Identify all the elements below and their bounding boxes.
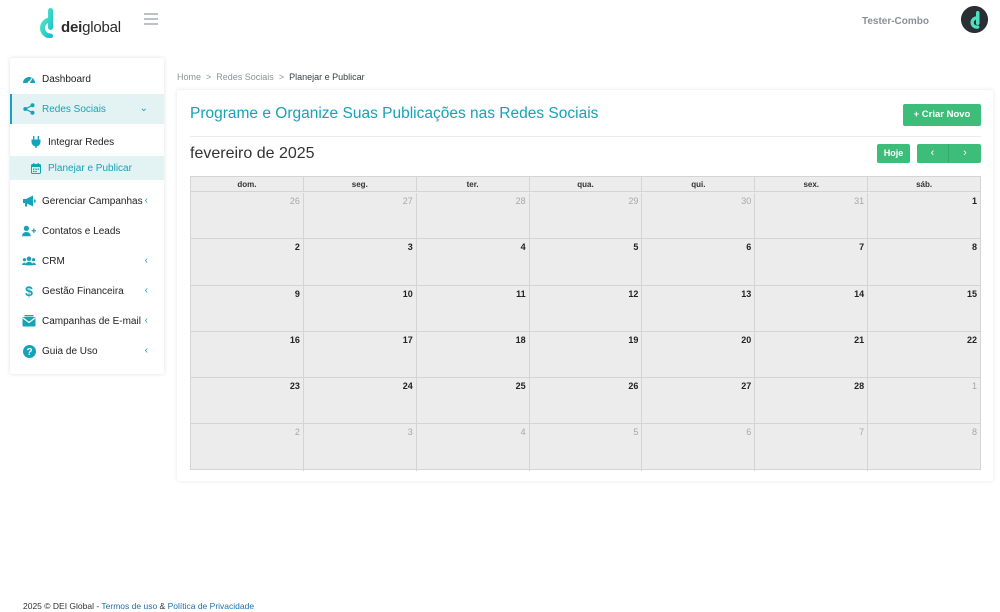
day-number[interactable]: 4 (520, 242, 526, 253)
calendar-day-cell[interactable] (530, 332, 643, 377)
day-number[interactable]: 5 (633, 242, 639, 253)
sidebar-subitem-planejar-publicar[interactable]: Planejar e Publicar (10, 156, 164, 180)
calendar-day-cell[interactable] (530, 378, 643, 423)
day-number[interactable]: 11 (516, 288, 526, 299)
day-number[interactable]: 25 (515, 381, 526, 392)
calendar-day-cell[interactable] (642, 424, 755, 470)
user-name[interactable]: Tester-Combo (861, 16, 929, 27)
day-number[interactable]: 7 (859, 242, 865, 253)
day-number[interactable]: 4 (520, 427, 526, 438)
day-number[interactable]: 16 (289, 334, 300, 345)
calendar-day-cell[interactable] (530, 286, 643, 331)
user-plus-icon (22, 224, 36, 238)
calendar-day-cell[interactable] (191, 332, 304, 377)
sidebar-item-crm[interactable]: CRM ‹ (10, 246, 164, 276)
calendar-day-cell[interactable] (304, 332, 417, 377)
main-card (177, 90, 993, 481)
day-number[interactable]: 22 (967, 334, 978, 345)
avatar[interactable] (961, 6, 988, 33)
chevron-left-icon: ‹ (144, 285, 148, 296)
weekday-header: seg. (304, 177, 417, 191)
calendar-day-cell[interactable] (191, 193, 304, 238)
day-number[interactable]: 29 (628, 196, 639, 206)
logo-text: deiglobal (61, 18, 121, 36)
calendar-day-cell[interactable] (304, 239, 417, 284)
privacy-link[interactable]: Política de Privacidade (167, 601, 255, 611)
breadcrumb-redes-sociais[interactable]: Redes Sociais (216, 72, 274, 82)
day-number[interactable]: 5 (633, 427, 639, 438)
day-number[interactable]: 8 (972, 427, 978, 438)
day-number[interactable]: 24 (402, 381, 413, 392)
calendar-day-cell[interactable] (417, 424, 530, 470)
calendar-day-cell[interactable] (304, 424, 417, 470)
day-number[interactable]: 2 (294, 427, 300, 438)
breadcrumb-separator: > (206, 72, 212, 82)
plug-icon (30, 136, 42, 148)
share-icon (22, 102, 36, 116)
top-bar (0, 0, 1000, 44)
day-number[interactable]: 8 (972, 242, 978, 253)
calendar-day-cell[interactable] (417, 193, 530, 238)
day-number[interactable]: 17 (402, 334, 413, 345)
dashboard-icon (22, 72, 36, 86)
day-number[interactable]: 3 (407, 242, 413, 253)
day-number[interactable]: 12 (628, 288, 639, 299)
calendar-day-cell[interactable] (868, 424, 980, 470)
calendar-day-cell[interactable] (868, 332, 980, 377)
day-number[interactable]: 13 (741, 288, 752, 299)
day-number[interactable]: 1 (972, 381, 978, 392)
users-icon (22, 254, 36, 268)
menu-toggle-icon[interactable] (144, 13, 158, 25)
question-icon (22, 344, 36, 358)
calendar-day-cell[interactable] (417, 378, 530, 423)
calendar-day-cell[interactable] (417, 239, 530, 284)
calendar-day-cell[interactable] (530, 193, 643, 238)
calendar-day-cell[interactable] (642, 239, 755, 284)
terms-link[interactable]: Termos de uso (101, 601, 158, 611)
day-number[interactable]: 31 (854, 196, 865, 206)
day-number[interactable]: 26 (289, 196, 300, 206)
footer-amp: & (159, 601, 166, 611)
sidebar-item-campanhas-email[interactable]: Campanhas de E-mail ‹ (10, 306, 164, 336)
calendar-header (191, 177, 980, 192)
sidebar-item-redes-sociais[interactable]: Redes Sociais ⌄ (10, 94, 164, 124)
sidebar-item-gestao-financeira[interactable]: $ Gestão Financeira ‹ (10, 276, 164, 306)
sidebar-item-dashboard[interactable]: Dashboard (10, 64, 164, 94)
weekday-header: sáb. (916, 180, 933, 189)
footer-copyright: 2025 © DEI Global - (23, 601, 100, 611)
day-number[interactable]: 20 (741, 334, 752, 345)
dollar-icon: $ (25, 283, 33, 299)
logo-mark-icon (34, 8, 58, 38)
page-title: Programe e Organize Suas Publicações nas Redes Sociais (190, 105, 599, 122)
calendar-nav-group (917, 144, 981, 163)
day-number[interactable]: 19 (628, 334, 639, 345)
weekday-header: ter. (417, 177, 530, 191)
sidebar-item-gerenciar-campanhas[interactable]: Gerenciar Campanhas ‹ (10, 186, 164, 216)
calendar-day-cell[interactable] (868, 378, 980, 423)
calendar-day-cell[interactable] (642, 286, 755, 331)
day-number[interactable]: 6 (746, 242, 752, 253)
today-button[interactable]: Hoje (877, 144, 910, 163)
calendar-day-cell[interactable] (755, 378, 868, 423)
day-number[interactable]: 28 (515, 196, 526, 206)
calendar-month-title: fevereiro de 2025 (190, 145, 315, 162)
calendar-day-cell[interactable] (530, 239, 643, 284)
day-number[interactable]: 21 (854, 334, 865, 345)
day-number[interactable]: 3 (407, 427, 413, 438)
day-number[interactable]: 14 (854, 288, 865, 299)
calendar-week-row (191, 286, 980, 332)
sidebar-subitem-integrar-redes[interactable]: Integrar Redes (10, 130, 164, 154)
breadcrumb-current: Planejar e Publicar (289, 72, 365, 82)
calendar-day-cell[interactable] (191, 239, 304, 284)
calendar-day-cell[interactable] (755, 193, 868, 238)
calendar-day-cell[interactable] (191, 424, 304, 470)
day-number[interactable]: 9 (294, 288, 300, 299)
mail-bulk-icon (22, 314, 36, 328)
day-number[interactable]: 26 (628, 381, 639, 392)
day-number[interactable]: 28 (854, 381, 865, 392)
day-number[interactable]: 15 (967, 288, 978, 299)
sidebar-item-guia-uso[interactable]: ? Guia de Uso ‹ (10, 336, 164, 366)
calendar-day-cell[interactable] (417, 332, 530, 377)
calendar-day-cell[interactable] (642, 378, 755, 423)
calendar-week-row (191, 378, 980, 424)
day-number[interactable]: 27 (741, 381, 752, 392)
calendar-day-cell[interactable] (191, 286, 304, 331)
day-number[interactable]: 7 (859, 427, 865, 438)
calendar-day-cell[interactable] (642, 193, 755, 238)
calendar-day-cell[interactable] (755, 332, 868, 377)
chevron-left-icon: ‹ (144, 255, 148, 266)
day-number[interactable]: 6 (746, 427, 752, 438)
sidebar-item-contatos-leads[interactable]: Contatos e Leads (10, 216, 164, 246)
chevron-left-icon: ‹ (144, 195, 148, 206)
breadcrumb-separator: > (278, 72, 285, 82)
next-month-button[interactable]: › (949, 144, 981, 163)
calendar-week-row (191, 193, 980, 239)
divider (190, 136, 981, 137)
prev-month-button[interactable]: ‹ (917, 144, 949, 163)
breadcrumb (177, 72, 370, 82)
day-number[interactable]: 2 (294, 242, 300, 253)
calendar-day-cell[interactable] (530, 424, 643, 470)
sidebar (10, 58, 164, 374)
day-number[interactable]: 10 (402, 288, 413, 299)
svg-text:?: ? (25, 346, 33, 358)
chevron-down-icon: ⌄ (139, 103, 148, 114)
calendar-icon (30, 162, 42, 174)
calendar-day-cell[interactable] (755, 239, 868, 284)
day-number[interactable]: 1 (972, 196, 978, 206)
weekday-header: qua. (530, 177, 643, 191)
calendar-week-row (191, 332, 980, 378)
calendar-body (191, 193, 980, 469)
calendar-day-cell[interactable] (868, 239, 980, 284)
calendar-day-cell[interactable] (304, 378, 417, 423)
weekday-header: qui. (642, 177, 755, 191)
megaphone-icon (22, 194, 36, 208)
calendar-grid (190, 176, 981, 470)
weekday-header: dom. (191, 177, 304, 191)
calendar-day-cell[interactable] (755, 424, 868, 470)
footer (23, 601, 254, 611)
calendar-day-cell[interactable] (755, 286, 868, 331)
chevron-left-icon: ‹ (144, 345, 148, 356)
calendar-day-cell[interactable] (304, 193, 417, 238)
create-new-button[interactable]: + Criar Novo (903, 104, 981, 126)
logo[interactable] (34, 8, 121, 38)
calendar-day-cell[interactable] (304, 286, 417, 331)
calendar-day-cell[interactable] (868, 286, 980, 331)
day-number[interactable]: 27 (402, 196, 413, 206)
chevron-left-icon: ‹ (144, 315, 148, 326)
weekday-header: sex. (755, 177, 868, 191)
calendar-day-cell[interactable] (191, 378, 304, 423)
day-number[interactable]: 23 (289, 381, 300, 392)
breadcrumb-home[interactable]: Home (177, 72, 202, 82)
day-number[interactable]: 30 (741, 196, 752, 206)
calendar-day-cell[interactable] (642, 332, 755, 377)
calendar-day-cell[interactable] (417, 286, 530, 331)
calendar-day-cell[interactable] (868, 193, 980, 238)
calendar-week-row (191, 424, 980, 470)
calendar-week-row (191, 239, 980, 285)
day-number[interactable]: 18 (515, 334, 526, 345)
